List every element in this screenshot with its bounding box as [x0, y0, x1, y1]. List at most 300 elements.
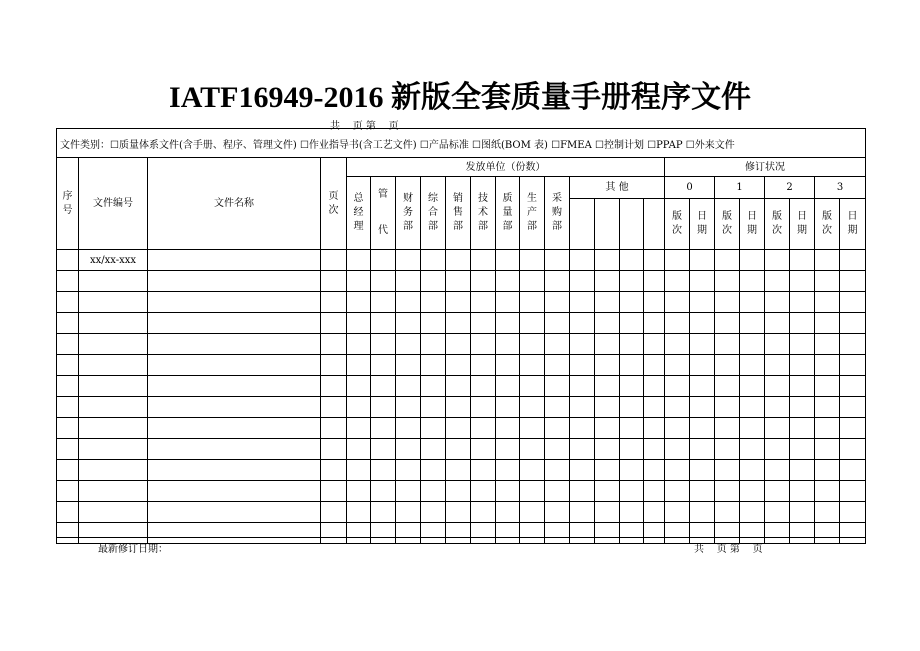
- table-cell: [321, 292, 347, 313]
- table-cell: [520, 271, 545, 292]
- table-cell: [57, 376, 79, 397]
- table-cell: [765, 481, 790, 502]
- table-cell: [347, 250, 371, 271]
- table-cell: [347, 376, 371, 397]
- table-row: [57, 313, 866, 334]
- table-cell: [446, 439, 471, 460]
- table-cell: [790, 271, 815, 292]
- table-row: [57, 271, 866, 292]
- table-cell: [496, 418, 520, 439]
- table-cell: [840, 313, 866, 334]
- table-cell: [471, 355, 496, 376]
- table-row: [57, 250, 866, 271]
- table-cell: [421, 460, 446, 481]
- table-cell: [321, 439, 347, 460]
- table-row: [57, 481, 866, 502]
- table-cell: [765, 523, 790, 544]
- table-cell: [665, 250, 690, 271]
- table-cell: [321, 460, 347, 481]
- dept-production: 生产部: [520, 177, 545, 250]
- table-cell: [148, 481, 321, 502]
- table-row: [57, 502, 866, 523]
- table-cell: [715, 460, 740, 481]
- table-cell: [815, 418, 840, 439]
- table-cell: [765, 502, 790, 523]
- table-cell: [644, 250, 665, 271]
- table-cell: [471, 334, 496, 355]
- table-cell: [520, 355, 545, 376]
- table-cell: [690, 271, 715, 292]
- table-cell: [446, 397, 471, 418]
- revision-3: 3: [815, 177, 866, 199]
- table-cell: [620, 376, 644, 397]
- table-cell: [321, 376, 347, 397]
- header-distribution: 发放单位（份数）: [347, 158, 665, 177]
- table-cell: [321, 523, 347, 544]
- table-row: [57, 397, 866, 418]
- table-cell: [321, 418, 347, 439]
- table-cell: [396, 460, 421, 481]
- table-cell: [595, 334, 620, 355]
- table-cell: [496, 502, 520, 523]
- table-cell: [620, 523, 644, 544]
- table-cell: [471, 250, 496, 271]
- rev0-date: 日期: [690, 199, 715, 250]
- table-cell: [371, 292, 396, 313]
- table-cell: [715, 481, 740, 502]
- table-cell: [57, 313, 79, 334]
- table-cell: [690, 355, 715, 376]
- table-cell: [570, 292, 595, 313]
- table-cell: [740, 313, 765, 334]
- table-cell: [790, 439, 815, 460]
- table-cell: [496, 355, 520, 376]
- table-cell: [840, 355, 866, 376]
- table-cell: [520, 397, 545, 418]
- table-cell: [790, 481, 815, 502]
- dept-management-rep: 管代: [371, 177, 396, 250]
- table-cell: [471, 292, 496, 313]
- table-cell: [595, 250, 620, 271]
- table-cell: [690, 418, 715, 439]
- table-cell: [790, 355, 815, 376]
- table-cell: [471, 376, 496, 397]
- document-title: IATF16949-2016 新版全套质量手册程序文件: [169, 81, 751, 114]
- table-cell: [371, 460, 396, 481]
- table-cell: [570, 376, 595, 397]
- table-row: [57, 355, 866, 376]
- table-cell: [371, 313, 396, 334]
- table-cell: [790, 397, 815, 418]
- table-cell: [815, 523, 840, 544]
- table-cell: [421, 292, 446, 313]
- table-cell: [715, 292, 740, 313]
- table-cell: [765, 334, 790, 355]
- table-cell: [815, 334, 840, 355]
- table-cell: [446, 271, 471, 292]
- page-count-line: 共 页 第 页: [330, 121, 399, 132]
- table-cell: [740, 271, 765, 292]
- table-cell: [690, 376, 715, 397]
- table-cell: [840, 292, 866, 313]
- table-cell: [840, 397, 866, 418]
- table-cell: [520, 334, 545, 355]
- table-cell: [620, 439, 644, 460]
- revision-2: 2: [765, 177, 815, 199]
- table-cell: [57, 271, 79, 292]
- table-cell: [520, 313, 545, 334]
- table-cell: [595, 481, 620, 502]
- table-cell: [79, 271, 148, 292]
- table-cell: [79, 313, 148, 334]
- rev3-date: 日期: [840, 199, 866, 250]
- table-cell: [740, 481, 765, 502]
- table-cell: [690, 502, 715, 523]
- table-cell: [665, 313, 690, 334]
- table-cell: [840, 460, 866, 481]
- table-cell: [620, 418, 644, 439]
- table-cell: [570, 418, 595, 439]
- table-cell: [740, 418, 765, 439]
- table-cell: [790, 313, 815, 334]
- table-cell: [471, 523, 496, 544]
- table-cell: [148, 397, 321, 418]
- table-cell: [595, 439, 620, 460]
- dept-technical: 技术部: [471, 177, 496, 250]
- table-cell: [665, 397, 690, 418]
- table-row: [57, 460, 866, 481]
- table-cell: [545, 397, 570, 418]
- table-cell: [371, 418, 396, 439]
- table-cell: [840, 376, 866, 397]
- table-cell: [740, 334, 765, 355]
- table-cell: [644, 502, 665, 523]
- table-cell: [595, 397, 620, 418]
- table-cell: [690, 334, 715, 355]
- table-cell: [545, 313, 570, 334]
- table-cell: [665, 418, 690, 439]
- table-cell: [595, 292, 620, 313]
- table-cell: [644, 271, 665, 292]
- table-cell: [421, 355, 446, 376]
- table-cell: [790, 418, 815, 439]
- table-cell: [421, 313, 446, 334]
- table-cell: [840, 334, 866, 355]
- table-cell: [545, 250, 570, 271]
- table-cell: [815, 250, 840, 271]
- table-cell: [57, 481, 79, 502]
- table-cell: [396, 439, 421, 460]
- table-cell: [740, 376, 765, 397]
- table-cell: [496, 313, 520, 334]
- others-col-3: [620, 199, 644, 250]
- table-cell: [690, 460, 715, 481]
- table-cell: [148, 376, 321, 397]
- rev0-edition: 版次: [665, 199, 690, 250]
- dept-purchasing: 采购部: [545, 177, 570, 250]
- table-cell: [740, 292, 765, 313]
- table-cell: [840, 250, 866, 271]
- table-cell: [620, 481, 644, 502]
- table-cell: [840, 418, 866, 439]
- table-cell: [496, 271, 520, 292]
- footer-page-line: 共 页 第 页: [694, 544, 763, 555]
- table-cell: [545, 376, 570, 397]
- table-cell: [396, 418, 421, 439]
- table-cell: [371, 376, 396, 397]
- table-cell: [595, 502, 620, 523]
- table-cell: [665, 439, 690, 460]
- table-cell: [496, 376, 520, 397]
- table-cell: [371, 481, 396, 502]
- table-cell: [595, 460, 620, 481]
- table-cell: [496, 334, 520, 355]
- table-cell: [371, 355, 396, 376]
- table-cell: [545, 460, 570, 481]
- table-cell: [740, 460, 765, 481]
- rev3-edition: 版次: [815, 199, 840, 250]
- table-cell: [790, 250, 815, 271]
- table-cell: [570, 313, 595, 334]
- table-cell: [57, 292, 79, 313]
- table-cell: [570, 355, 595, 376]
- table-cell: [520, 481, 545, 502]
- table-cell: [545, 271, 570, 292]
- revision-1: 1: [715, 177, 765, 199]
- table-cell: [396, 313, 421, 334]
- table-cell: [396, 355, 421, 376]
- table-cell: [496, 250, 520, 271]
- table-cell: [57, 355, 79, 376]
- table-cell: [471, 502, 496, 523]
- table-cell: [740, 250, 765, 271]
- table-cell: [321, 250, 347, 271]
- table-cell: [396, 523, 421, 544]
- table-cell: [446, 460, 471, 481]
- others-col-1: [570, 199, 595, 250]
- table-cell: [371, 502, 396, 523]
- table-cell: [815, 460, 840, 481]
- table-cell: [545, 292, 570, 313]
- table-cell: [545, 418, 570, 439]
- table-cell: [321, 271, 347, 292]
- others-col-4: [644, 199, 665, 250]
- table-cell: [396, 292, 421, 313]
- table-cell: [79, 292, 148, 313]
- table-cell: [715, 271, 740, 292]
- table-cell: [446, 376, 471, 397]
- table-cell: [396, 271, 421, 292]
- table-cell: [79, 418, 148, 439]
- table-cell: [321, 397, 347, 418]
- header-page-count: 页次: [321, 158, 347, 250]
- table-cell: [765, 439, 790, 460]
- table-cell: [57, 250, 79, 271]
- table-cell: [840, 439, 866, 460]
- table-cell: [740, 397, 765, 418]
- table-cell: [715, 418, 740, 439]
- table-cell: [421, 481, 446, 502]
- table-cell: [665, 481, 690, 502]
- table-cell: [595, 313, 620, 334]
- table-cell: [321, 313, 347, 334]
- table-cell: [347, 502, 371, 523]
- table-cell: [57, 502, 79, 523]
- distribution-table: [56, 157, 866, 544]
- table-cell: [665, 376, 690, 397]
- table-cell: [570, 397, 595, 418]
- table-cell: [815, 376, 840, 397]
- dept-finance: 财务部: [396, 177, 421, 250]
- table-row: [57, 439, 866, 460]
- table-cell: [347, 418, 371, 439]
- table-cell: [790, 523, 815, 544]
- table-cell: [148, 334, 321, 355]
- table-cell: [421, 334, 446, 355]
- table-cell: [570, 502, 595, 523]
- table-cell: [740, 439, 765, 460]
- table-cell: [570, 481, 595, 502]
- table-cell: [765, 376, 790, 397]
- table-cell: [765, 313, 790, 334]
- table-cell: [421, 439, 446, 460]
- table-cell: [620, 334, 644, 355]
- table-cell: [421, 418, 446, 439]
- table-cell: [690, 313, 715, 334]
- table-cell: [790, 460, 815, 481]
- table-cell: [347, 439, 371, 460]
- header-revision: 修订状况: [665, 158, 866, 177]
- table-cell: [620, 292, 644, 313]
- table-cell: [57, 439, 79, 460]
- table-cell: [765, 250, 790, 271]
- table-cell: [446, 355, 471, 376]
- table-cell: [148, 523, 321, 544]
- table-cell: [520, 376, 545, 397]
- header-seq: 序号: [57, 158, 79, 250]
- table-cell: [520, 292, 545, 313]
- table-cell: [665, 334, 690, 355]
- table-cell: [446, 523, 471, 544]
- table-cell: [57, 418, 79, 439]
- dept-sales: 销售部: [446, 177, 471, 250]
- table-cell: [148, 355, 321, 376]
- table-cell: [765, 355, 790, 376]
- table-cell: [471, 313, 496, 334]
- rev2-date: 日期: [790, 199, 815, 250]
- table-cell: [471, 271, 496, 292]
- table-cell: [570, 460, 595, 481]
- revision-0: 0: [665, 177, 715, 199]
- table-cell: [740, 502, 765, 523]
- table-cell: [840, 271, 866, 292]
- table-cell: [446, 292, 471, 313]
- table-cell: [740, 355, 765, 376]
- table-cell: [321, 355, 347, 376]
- table-cell: [620, 397, 644, 418]
- rev2-edition: 版次: [765, 199, 790, 250]
- table-cell: [570, 439, 595, 460]
- table-cell: [815, 271, 840, 292]
- table-cell: [765, 292, 790, 313]
- table-cell: [57, 460, 79, 481]
- table-cell: [595, 271, 620, 292]
- table-cell: [765, 418, 790, 439]
- table-cell: [148, 313, 321, 334]
- table-cell: [371, 523, 396, 544]
- table-cell: [815, 397, 840, 418]
- table-cell: [79, 481, 148, 502]
- table-cell: [570, 523, 595, 544]
- table-cell: [471, 439, 496, 460]
- table-cell: [644, 418, 665, 439]
- file-category-line: 文件类别：☐质量体系文件(含手册、程序、管理文件) ☐作业指导书(含工艺文件) ☐产品标准 ☐图纸(BOM 表) ☐FMEA ☐控制计划 ☐PPAP ☐外来文件: [60, 140, 735, 151]
- table-cell: [665, 271, 690, 292]
- table-row: [57, 418, 866, 439]
- table-cell: [765, 271, 790, 292]
- rev1-date: 日期: [740, 199, 765, 250]
- table-cell: [840, 523, 866, 544]
- file-no-cell: xx/xx-xxx: [79, 250, 148, 271]
- table-cell: [644, 439, 665, 460]
- table-cell: [396, 502, 421, 523]
- table-cell: [715, 376, 740, 397]
- table-cell: [545, 334, 570, 355]
- table-cell: [815, 481, 840, 502]
- dept-quality: 质量部: [496, 177, 520, 250]
- table-cell: [840, 481, 866, 502]
- table-cell: [520, 523, 545, 544]
- table-cell: [396, 250, 421, 271]
- table-cell: [715, 502, 740, 523]
- table-cell: [496, 292, 520, 313]
- table-cell: [446, 334, 471, 355]
- table-cell: [815, 502, 840, 523]
- table-cell: [396, 376, 421, 397]
- table-cell: [79, 397, 148, 418]
- table-cell: [471, 418, 496, 439]
- table-cell: [496, 397, 520, 418]
- table-cell: [644, 397, 665, 418]
- table-cell: [545, 502, 570, 523]
- table-cell: [148, 460, 321, 481]
- table-cell: [347, 355, 371, 376]
- table-cell: [79, 334, 148, 355]
- table-cell: [446, 250, 471, 271]
- table-cell: [570, 250, 595, 271]
- table-cell: [690, 292, 715, 313]
- table-cell: [421, 271, 446, 292]
- table-cell: [471, 481, 496, 502]
- table-cell: [665, 355, 690, 376]
- table-cell: [57, 523, 79, 544]
- table-cell: [595, 523, 620, 544]
- table-cell: [148, 418, 321, 439]
- table-cell: [644, 355, 665, 376]
- table-cell: [446, 313, 471, 334]
- table-row: [57, 376, 866, 397]
- table-cell: [620, 271, 644, 292]
- table-cell: [620, 313, 644, 334]
- table-cell: [321, 334, 347, 355]
- table-cell: [520, 502, 545, 523]
- header-file-no: 文件编号: [79, 158, 148, 250]
- table-cell: [496, 523, 520, 544]
- table-cell: [520, 460, 545, 481]
- table-cell: [421, 250, 446, 271]
- table-cell: [715, 439, 740, 460]
- table-cell: [715, 250, 740, 271]
